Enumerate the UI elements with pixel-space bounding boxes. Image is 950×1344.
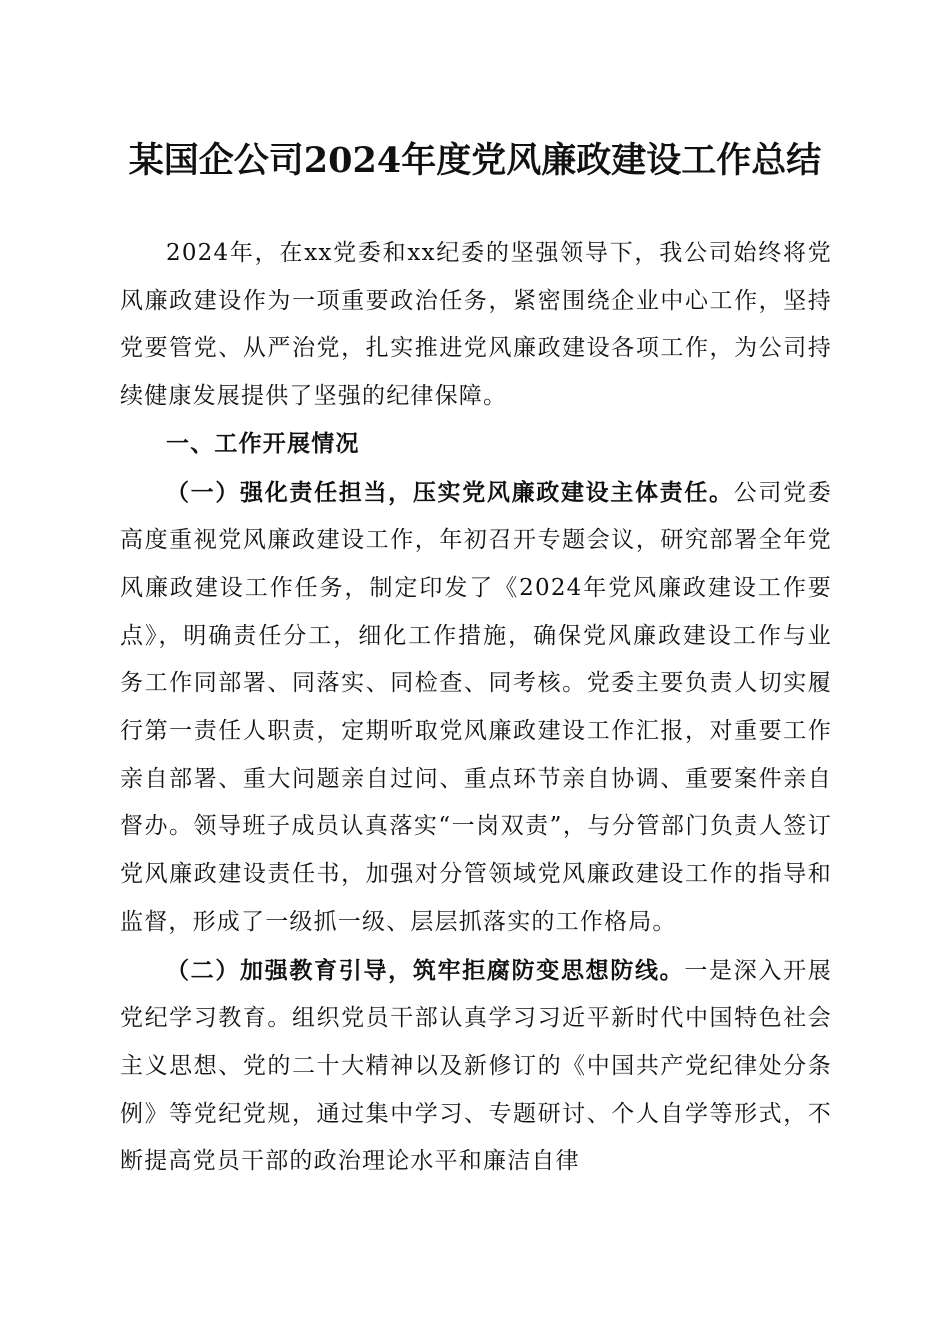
document-body — [120, 230, 832, 1186]
section-heading: 一、工作开展情况 — [166, 430, 360, 457]
paragraph-item-1 — [120, 469, 832, 947]
item-2-lead: （二）加强教育引导，筑牢拒腐防变思想防线。 — [166, 956, 685, 984]
item-1-lead: （一）强化责任担当，压实党风廉政建设主体责任。 — [166, 478, 734, 506]
intro-paragraph: 2024年，在xx党委和xx纪委的坚强领导下，我公司始终将党风廉政建设作为一项重要政治任务，紧密围绕企业中心工作，坚持党要管党、从严治党，扎实推进党风廉政建设各项工作，为公司持续健康发展提供了坚强的纪律保障。 — [120, 240, 832, 410]
item-1-text: 公司党委高度重视党风廉政建设工作，年初召开专题会议，研究部署全年党风廉政建设工作任务，制定印发了《2024年党风廉政建设工作要点》，明确责任分工，细化工作措施，确保党风廉政建设工作与业务工作同部署、同落实、同检查、同考核。党委主要负责人切实履行第一责任人职责，定期听取党风廉政建设工作汇报，对重要工作亲自部署、重大问题亲自过问、重点环节亲自协调、重要案件亲自督办。领导班子成员认真落实“一岗双责”，与分管部门负责人签订党风廉政建设责任书，加强对分管领域党风廉政建设工作的指导和监督，形成了一级抓一级、层层抓落实的工作格局。 — [120, 479, 832, 935]
item-2-text: 一是深入开展党纪学习教育。组织党员干部认真学习习近平新时代中国特色社会主义思想、党的二十大精神以及新修订的《中国共产党纪律处分条例》等党纪党规，通过集中学习、专题研讨、个人自学等形式，不断提高党员干部的政治理论水平和廉洁自律 — [120, 957, 832, 1175]
document-title: 某国企公司2024年度党风廉政建设工作总结 — [128, 140, 822, 181]
paragraph-item-2 — [120, 947, 832, 1187]
